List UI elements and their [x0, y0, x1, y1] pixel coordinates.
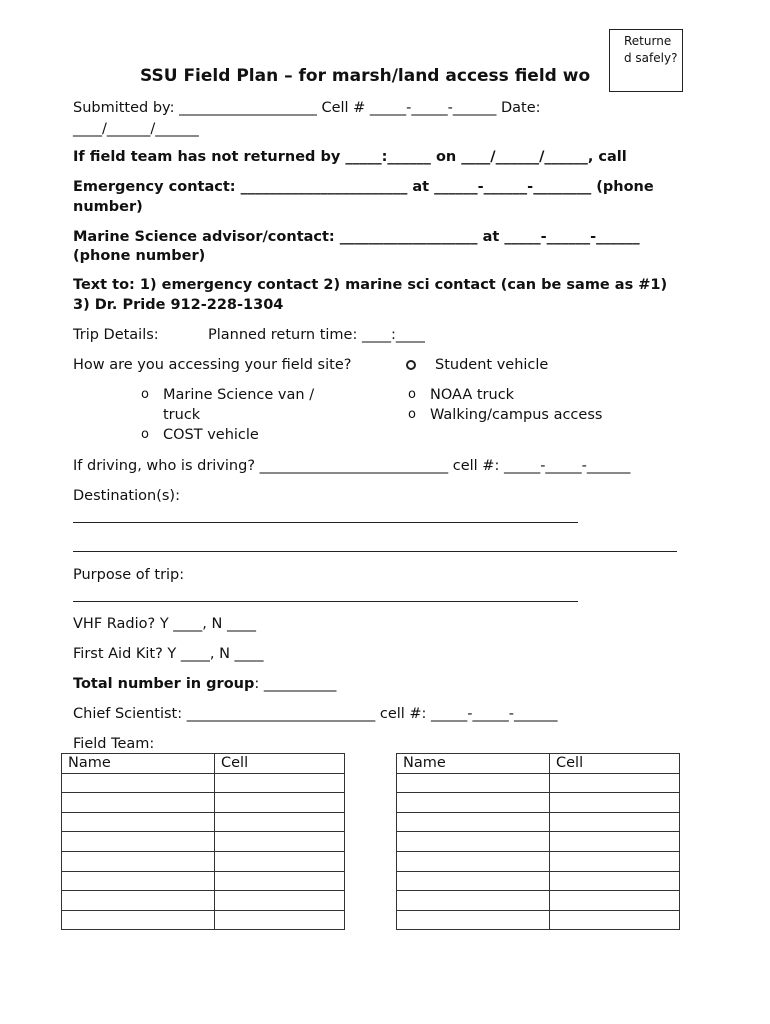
student-vehicle-option[interactable]: Student vehicle: [435, 357, 549, 373]
ms-van-option-2: truck: [163, 407, 201, 423]
table-row[interactable]: [62, 793, 345, 813]
name-cell[interactable]: [397, 891, 550, 911]
cell-cell[interactable]: [215, 793, 345, 813]
table-row[interactable]: [397, 793, 680, 813]
submitted-by-line[interactable]: Submitted by: ___________________ Cell # _____-_____-______ Date:: [73, 100, 541, 116]
returned-safely-box[interactable]: Returne d safely?: [609, 29, 683, 92]
cell-cell[interactable]: [215, 812, 345, 832]
name-cell[interactable]: [397, 910, 550, 930]
name-cell[interactable]: [62, 773, 215, 793]
destinations-label: Destination(s):: [73, 488, 180, 504]
form-title: SSU Field Plan – for marsh/land access field wo: [140, 66, 591, 86]
name-cell[interactable]: [397, 773, 550, 793]
text-to-line: Text to: 1) emergency contact 2) marine sci contact (can be same as #1): [73, 277, 668, 293]
table-row[interactable]: [62, 910, 345, 930]
total-group-label: Total number in group: [73, 676, 255, 692]
total-group-line[interactable]: [73, 674, 336, 694]
name-cell[interactable]: [62, 812, 215, 832]
name-cell[interactable]: [397, 871, 550, 891]
table-row[interactable]: [62, 832, 345, 852]
name-header: Name: [62, 754, 215, 774]
table-row[interactable]: [397, 773, 680, 793]
ms-van-option[interactable]: Marine Science van /: [163, 387, 315, 403]
not-returned-line[interactable]: If field team has not returned by _____:______ on ____/______/______, call: [73, 149, 627, 165]
cell-cell[interactable]: [215, 773, 345, 793]
table-row[interactable]: [397, 812, 680, 832]
cost-vehicle-option[interactable]: COST vehicle: [163, 427, 259, 443]
field-team-label: Field Team:: [73, 736, 155, 752]
name-cell[interactable]: [62, 793, 215, 813]
student-vehicle-bullet[interactable]: [406, 355, 416, 375]
noaa-truck-bullet[interactable]: o: [408, 387, 416, 402]
table-row[interactable]: [62, 851, 345, 871]
cell-cell[interactable]: [215, 910, 345, 930]
cell-cell[interactable]: [215, 871, 345, 891]
cell-cell[interactable]: [550, 851, 680, 871]
advisor-contact-line-2: (phone number): [73, 248, 206, 264]
cell-header: Cell: [550, 754, 680, 774]
cell-cell[interactable]: [550, 891, 680, 911]
cell-cell[interactable]: [550, 773, 680, 793]
table-row[interactable]: [397, 910, 680, 930]
cell-cell[interactable]: [215, 891, 345, 911]
cell-cell[interactable]: [215, 851, 345, 871]
emergency-contact-line-2: number): [73, 199, 143, 215]
name-cell[interactable]: [397, 812, 550, 832]
destination-line-2[interactable]: [73, 551, 677, 552]
driver-line[interactable]: If driving, who is driving? __________________________ cell #: _____-_____-______: [73, 458, 631, 474]
cell-cell[interactable]: [550, 812, 680, 832]
vhf-radio-line[interactable]: VHF Radio? Y ____, N ____: [73, 616, 256, 632]
name-cell[interactable]: [62, 832, 215, 852]
noaa-truck-option[interactable]: NOAA truck: [430, 387, 515, 403]
name-cell[interactable]: [397, 793, 550, 813]
access-question: How are you accessing your field site?: [73, 357, 352, 373]
field-team-table-left: [61, 753, 345, 930]
advisor-contact-line[interactable]: Marine Science advisor/contact: ___________________ at _____-______-______: [73, 229, 640, 245]
table-row[interactable]: [62, 812, 345, 832]
walking-bullet[interactable]: o: [408, 407, 416, 422]
table-row[interactable]: [397, 851, 680, 871]
destination-line-1[interactable]: [73, 522, 578, 523]
table-row[interactable]: [397, 832, 680, 852]
first-aid-line[interactable]: First Aid Kit? Y ____, N ____: [73, 646, 264, 662]
table-row[interactable]: [62, 871, 345, 891]
purpose-label: Purpose of trip:: [73, 567, 185, 583]
cell-cell[interactable]: [550, 871, 680, 891]
table-row[interactable]: [62, 891, 345, 911]
planned-return-time[interactable]: Planned return time: ____:____: [208, 327, 425, 343]
emergency-contact-line[interactable]: Emergency contact: _______________________ at ______-______-________ (phone: [73, 179, 654, 195]
submitted-date-line[interactable]: ____/______/______: [73, 121, 199, 137]
cell-cell[interactable]: [215, 832, 345, 852]
name-cell[interactable]: [62, 891, 215, 911]
cost-vehicle-bullet[interactable]: o: [141, 427, 149, 442]
chief-scientist-line[interactable]: Chief Scientist: __________________________ cell #: _____-_____-______: [73, 706, 558, 722]
name-cell[interactable]: [62, 871, 215, 891]
table-header-row: [62, 754, 345, 774]
cell-cell[interactable]: [550, 910, 680, 930]
trip-details-label: Trip Details:: [73, 327, 159, 343]
table-header-row: [397, 754, 680, 774]
table-row[interactable]: [397, 891, 680, 911]
table-row[interactable]: [62, 773, 345, 793]
name-cell[interactable]: [397, 851, 550, 871]
field-team-table-right: [396, 753, 680, 930]
cell-cell[interactable]: [550, 793, 680, 813]
purpose-line[interactable]: [73, 601, 578, 602]
ms-van-bullet[interactable]: o: [141, 387, 149, 402]
cell-header: Cell: [215, 754, 345, 774]
name-cell[interactable]: [62, 851, 215, 871]
name-cell[interactable]: [62, 910, 215, 930]
total-group-blank[interactable]: : __________: [254, 676, 337, 692]
cell-cell[interactable]: [550, 832, 680, 852]
table-row[interactable]: [397, 871, 680, 891]
text-to-line-2: 3) Dr. Pride 912-228-1304: [73, 297, 284, 313]
walking-option[interactable]: Walking/campus access: [430, 407, 603, 423]
name-header: Name: [397, 754, 550, 774]
name-cell[interactable]: [397, 832, 550, 852]
